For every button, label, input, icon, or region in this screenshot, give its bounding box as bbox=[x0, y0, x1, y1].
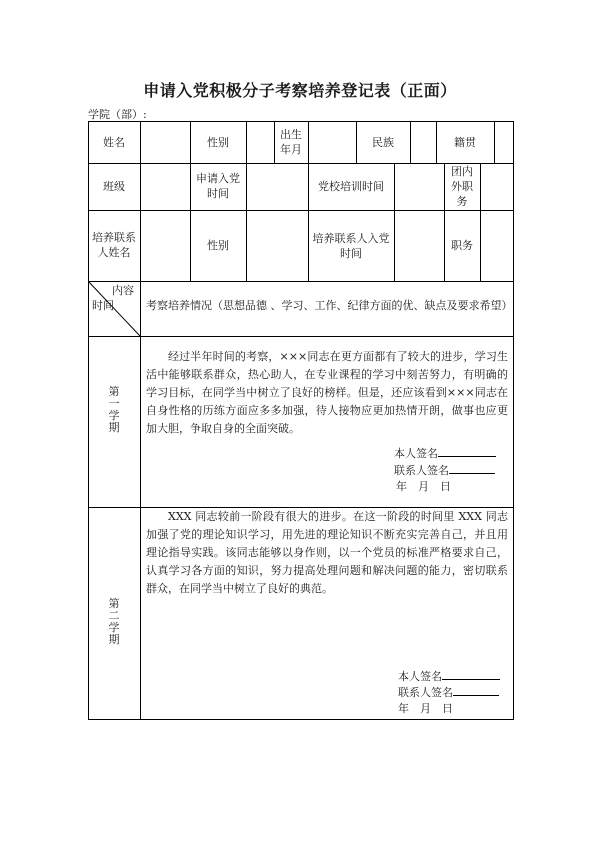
contact-join-line2: 时间 bbox=[340, 247, 362, 260]
term1-label: 第一学期 bbox=[108, 385, 120, 434]
birth-label-line1: 出生 bbox=[280, 128, 302, 141]
signature-blank bbox=[442, 668, 500, 680]
contact-signature-label: 联系人签名 bbox=[394, 464, 449, 477]
ethnicity-label: 民族 bbox=[372, 136, 394, 149]
term2-contact-signature bbox=[398, 684, 499, 701]
apply-time-line2: 时间 bbox=[207, 187, 229, 200]
col-divider bbox=[140, 281, 141, 720]
page-title: 申请入党积极分子考察培养登记表（正面） bbox=[143, 81, 457, 100]
content-header: 考察培养情况（思想品德 、学习、工作、纪律方面的优、缺点及要求希望） bbox=[146, 299, 513, 312]
row-divider bbox=[88, 281, 514, 282]
league-position-line2: 外职 bbox=[451, 180, 473, 193]
col-divider bbox=[394, 210, 395, 281]
apply-time-line1: 申请入党 bbox=[196, 172, 240, 185]
col-divider bbox=[308, 121, 309, 163]
name-label: 姓名 bbox=[103, 136, 125, 149]
col-divider bbox=[140, 121, 141, 281]
signature-blank bbox=[438, 445, 496, 457]
contact-gender-label: 性别 bbox=[207, 239, 229, 252]
contact-signature-label: 联系人签名 bbox=[398, 686, 453, 699]
term1-date: 年 月 日 bbox=[396, 480, 451, 493]
class-label: 班级 bbox=[103, 180, 125, 193]
contact-name-line1: 培养联系 bbox=[92, 231, 136, 244]
birth-label-line2: 年月 bbox=[280, 143, 302, 156]
col-divider bbox=[494, 121, 495, 163]
league-position-line1: 团内 bbox=[451, 165, 473, 178]
col-divider bbox=[246, 163, 247, 210]
party-school-label: 党校培训时间 bbox=[318, 180, 384, 193]
col-divider bbox=[480, 210, 481, 281]
row-divider bbox=[88, 336, 514, 337]
term1-contact-signature bbox=[394, 462, 495, 479]
row-divider bbox=[88, 210, 514, 211]
col-divider bbox=[410, 121, 411, 163]
diag-time-label: 时间 bbox=[92, 299, 114, 312]
self-signature-label: 本人签名 bbox=[394, 447, 438, 460]
league-position-line3: 务 bbox=[456, 195, 468, 208]
term1-evaluation: 经过半年时间的考察，×××同志在更方面都有了较大的进步，学习生活中能够联系群众，热心助人，在专业课程的学习中刻苦努力，有明确的学习目标，在同学当中树立了良好的榜样。但是，还应该看到×××同志在自身性格的历练方面应多多加强，待人接物应更加热情开朗，做事也应更加大胆，争取自身的全面突破。 bbox=[146, 350, 508, 435]
term2-label: 第二学期 bbox=[108, 597, 120, 646]
self-signature-label: 本人签名 bbox=[398, 670, 442, 683]
term2-self-signature bbox=[398, 668, 500, 685]
gender-label: 性别 bbox=[207, 136, 229, 149]
col-divider bbox=[480, 163, 481, 210]
native-place-label: 籍贯 bbox=[454, 136, 476, 149]
position-label: 职务 bbox=[451, 239, 473, 252]
col-divider bbox=[246, 210, 247, 281]
term2-evaluation: XXX 同志较前一阶段有很大的进步。在这一阶段的时间里 XXX 同志加强了党的理论知识学习，用先进的理论知识不断充实完善自己，并且用理论指导实践。该同志能够以身作则，以一个党员的标准严格要求自己，认真学习各方面的知识，努力提高处理问题和解决问题的能力，密切联系群众，在同学当中树立了良好的典范。 bbox=[146, 510, 508, 595]
term2-date: 年 月 日 bbox=[398, 702, 453, 715]
college-label: 学院（部）: bbox=[88, 108, 147, 121]
signature-blank bbox=[449, 462, 495, 474]
diag-content-label: 内容 bbox=[112, 284, 134, 297]
contact-join-line1: 培养联系人入党 bbox=[312, 232, 390, 245]
col-divider bbox=[246, 121, 247, 163]
signature-blank bbox=[453, 684, 499, 696]
term1-self-signature bbox=[394, 445, 496, 462]
col-divider bbox=[394, 163, 395, 210]
contact-name-line2: 人姓名 bbox=[97, 246, 131, 259]
